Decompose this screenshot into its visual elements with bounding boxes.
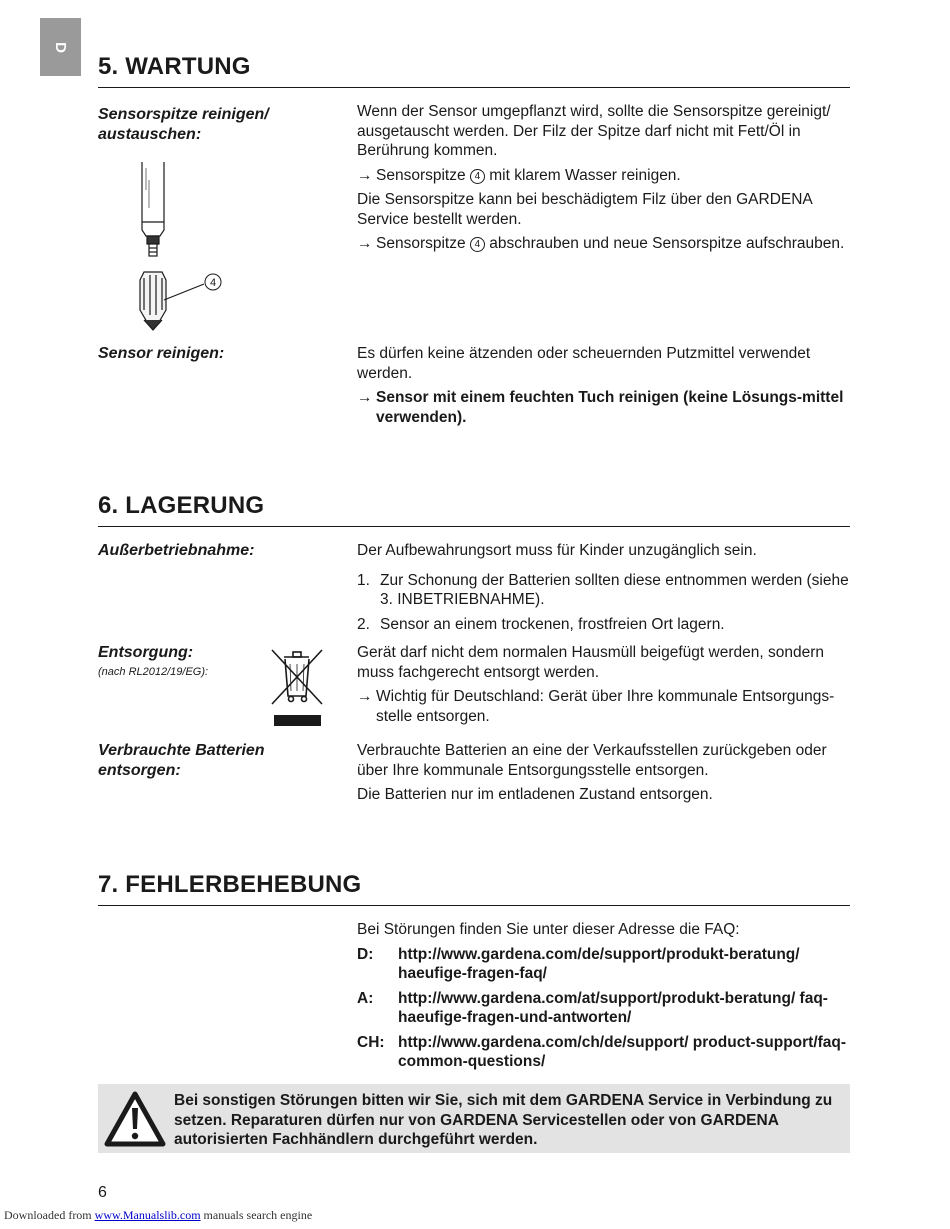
body-sensor-reinigen xyxy=(357,344,853,432)
sensor-tip-illustration xyxy=(126,160,226,335)
list-item: 2. Sensor an einem trockenen, frostfreien Ort lagern. xyxy=(357,615,725,633)
body-batterien xyxy=(357,741,853,810)
list-item: → Sensorspitze 4 mit klarem Wasser reinigen. xyxy=(357,166,681,184)
section-title-lagerung: 6. LAGERUNG xyxy=(98,492,850,527)
body-sensorspitze xyxy=(357,102,853,259)
paragraph: Die Batterien nur im entladenen Zustand entsorgen. xyxy=(357,786,713,803)
page-number: 6 xyxy=(98,1184,107,1201)
body-entsorgung xyxy=(357,643,853,731)
warning-triangle-icon xyxy=(103,1090,167,1148)
warning-text: Bei sonstigen Störungen bitten wir Sie, sich mit dem GARDENA Service in Verbindung zu setzen. Reparaturen dürfen nur von GARDENA Servicestellen oder von GARDENA autorisierten Fachhändlern durchgeführt werden. xyxy=(174,1092,833,1148)
label-ausserbetriebnahme: Außerbetriebnahme: xyxy=(98,542,255,559)
label-sensorspitze: Sensorspitze reinigen/ austauschen: xyxy=(98,106,269,143)
crossed-bin-icon xyxy=(268,646,326,728)
paragraph: Es dürfen keine ätzenden oder scheuernden Putzmittel verwendet werden. xyxy=(357,345,811,382)
section-title-wartung: 5. WARTUNG xyxy=(98,53,850,88)
paragraph: Gerät darf nicht dem normalen Hausmüll beigefügt werden, sondern muss fachgerecht entsorgt werden. xyxy=(357,644,824,681)
part-number-circle: 4 xyxy=(470,237,485,252)
list-item: → Sensorspitze 4 abschrauben und neue Sensorspitze aufschrauben. xyxy=(357,235,845,252)
label-sensor-reinigen: Sensor reinigen: xyxy=(98,345,225,362)
footer: Downloaded from www.Manualslib.com manuals search engine xyxy=(4,1208,313,1222)
faq-link-de[interactable]: http://www.gardena.com/de/support/produkt-beratung/ haeufige-fragen-faq/ xyxy=(398,945,800,982)
arrow-right-icon: → xyxy=(357,166,373,184)
faq-url-row: D: http://www.gardena.com/de/support/produkt-beratung/ haeufige-fragen-faq/ xyxy=(357,945,853,984)
faq-link-ch[interactable]: http://www.gardena.com/ch/de/support/ product-support/faq-common-questions/ xyxy=(398,1033,847,1070)
faq-url-row: CH: http://www.gardena.com/ch/de/support/ product-support/faq-common-questions/ xyxy=(357,1033,853,1072)
body-fehlerbehebung xyxy=(357,920,853,1077)
section-title-fehlerbehebung: 7. FEHLERBEHEBUNG xyxy=(98,871,850,906)
label-entsorgung: Entsorgung: (nach RL2012/19/EG): xyxy=(98,644,209,678)
paragraph: Der Aufbewahrungsort muss für Kinder unzugänglich sein. xyxy=(357,542,757,559)
faq-link-at[interactable]: http://www.gardena.com/at/support/produkt-beratung/ faq-haeufige-fragen-und-antworten/ xyxy=(398,989,828,1026)
label-batterien: Verbrauchte Batterien entsorgen: xyxy=(98,742,265,779)
list-item: → Wichtig für Deutschland: Gerät über Ihre kommunale Entsorgungs-stelle entsorgen. xyxy=(357,688,835,725)
paragraph: Bei Störungen finden Sie unter dieser Adresse die FAQ: xyxy=(357,921,740,938)
list-item: 1. Zur Schonung der Batterien sollten diese entnommen werden (siehe 3. INBETRIEBNAHME). xyxy=(357,571,849,608)
language-tab: D xyxy=(40,18,81,76)
manualslib-link[interactable]: www.Manualslib.com xyxy=(94,1208,201,1222)
paragraph: Die Sensorspitze kann bei beschädigtem Filz über den GARDENA Service bestellt werden. xyxy=(357,191,812,228)
arrow-right-icon: → xyxy=(357,235,373,252)
part-number-circle: 4 xyxy=(470,169,485,184)
warning-box xyxy=(98,1084,850,1153)
faq-url-row: A: http://www.gardena.com/at/support/produkt-beratung/ faq-haeufige-fragen-und-antworten/ xyxy=(357,989,853,1028)
body-ausserbetriebnahme xyxy=(357,541,853,639)
paragraph: Verbrauchte Batterien an eine der Verkaufsstellen zurückgeben oder über Ihre kommunale Entsorgungsstelle entsorgen. xyxy=(357,742,827,779)
paragraph: Wenn der Sensor umgepflanzt wird, sollte die Sensorspitze gereinigt/ ausgetauscht werden. Der Filz der Spitze darf nicht mit Fett/Öl in Berührung kommen. xyxy=(357,103,831,159)
list-item: → Sensor mit einem feuchten Tuch reinigen (keine Lösungs-mittel verwenden). xyxy=(357,389,844,426)
arrow-right-icon: → xyxy=(357,389,373,406)
arrow-right-icon: → xyxy=(357,688,373,705)
part-number-label: 4 xyxy=(209,277,217,289)
